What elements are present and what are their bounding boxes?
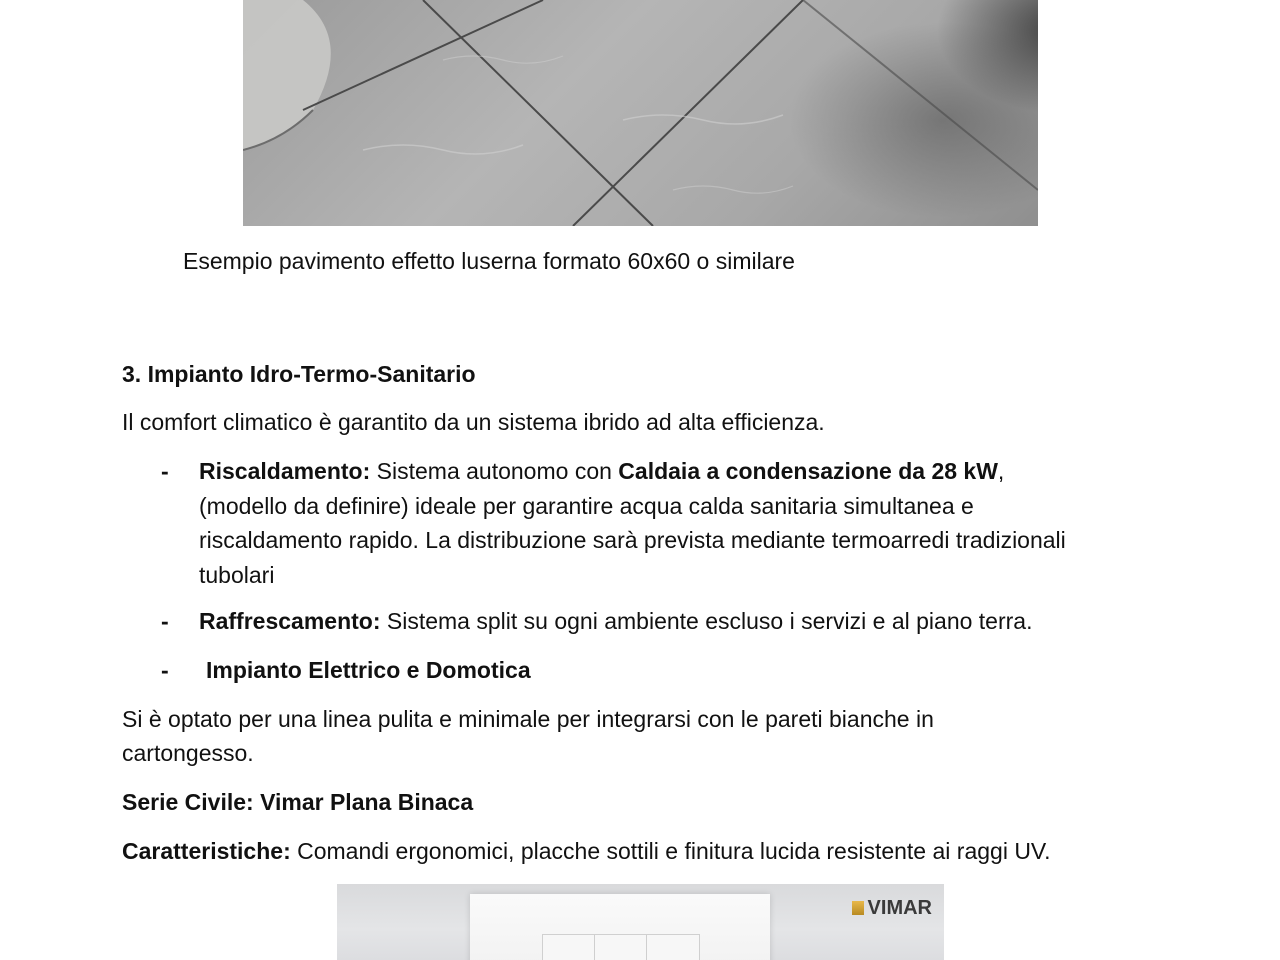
bullet-riscaldamento: [199, 454, 1079, 592]
bullet-text-a: Sistema autonomo con: [370, 458, 619, 484]
bullet-bold-b: Caldaia a condensazione da 28 kW: [618, 458, 998, 484]
switch-buttons: [542, 934, 700, 960]
bullet-label: Riscaldamento:: [199, 458, 371, 484]
bullet-label: Impianto Elettrico e Domotica: [206, 657, 531, 683]
bullet-impianto-elettrico: [206, 653, 1166, 688]
bullet-dash: -: [161, 608, 169, 634]
caratteristiche: [122, 834, 1222, 868]
section-title: 3. Impianto Idro-Termo-Sanitario: [122, 361, 476, 387]
bullet-dash: -: [161, 657, 169, 683]
bullet-label: Raffrescamento:: [199, 608, 381, 634]
bullet-text: Sistema split su ogni ambiente escluso i servizi e al piano terra.: [380, 608, 1033, 634]
electrical-intro: Si è optato per una linea pulita e minimale per integrarsi con le pareti bianche in cartongesso.: [122, 706, 934, 766]
features-label: Caratteristiche:: [122, 838, 291, 864]
switch-plate: [470, 894, 770, 960]
bullet-text-c: ,(modello da definire) ideale per garantire acqua calda sanitaria simultanea e riscaldamento rapido. La distribuzione sarà prevista mediante termoarredi tradizionali tubolari: [199, 458, 1066, 588]
vimar-switch-photo: [337, 884, 944, 960]
vimar-logo: VIMAR: [852, 897, 932, 920]
serie-civile: [122, 785, 1182, 819]
bullet-dash: -: [161, 458, 169, 484]
photo-caption: Esempio pavimento effetto luserna formato 60x60 o similare: [183, 248, 795, 274]
section-intro: Il comfort climatico è garantito da un sistema ibrido ad alta efficienza.: [122, 409, 825, 435]
vimar-logo-mark-icon: [852, 901, 864, 915]
tile-grout-lines: [243, 0, 1038, 226]
floor-tile-photo: [243, 0, 1038, 226]
serie-label: Serie Civile: Vimar Plana Binaca: [122, 789, 474, 815]
features-text: Comandi ergonomici, placche sottili e finitura lucida resistente ai raggi UV.: [290, 838, 1051, 864]
bullet-raffrescamento: [199, 604, 1159, 639]
